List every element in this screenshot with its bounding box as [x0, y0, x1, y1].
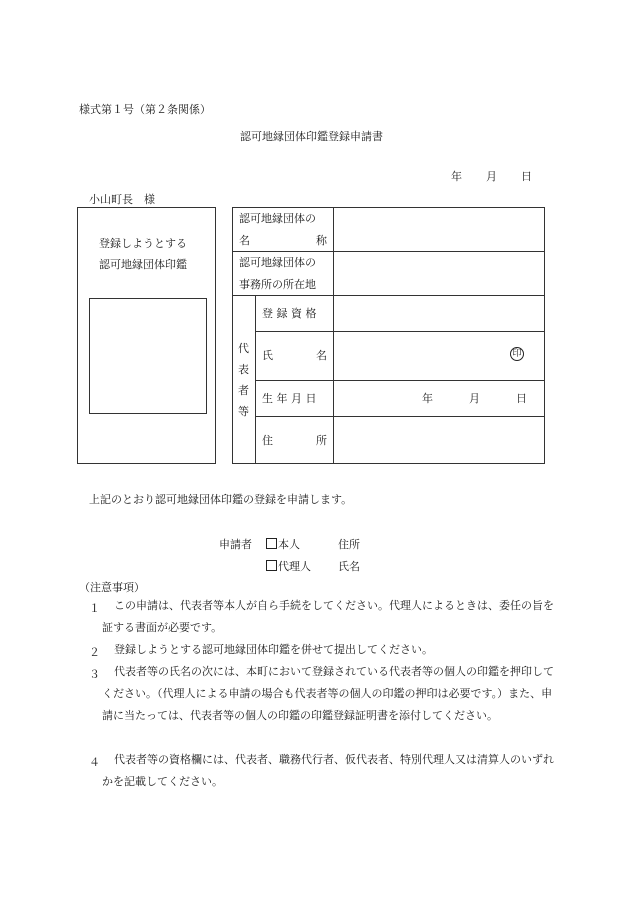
office-address-label-line2: 事務所の所在地: [239, 278, 316, 291]
form-title: 認可地縁団体印鑑登録申請書: [240, 130, 383, 143]
note-1-text: この申請は、代表者等本人が自ら手続をしてください。代理人によるときは、委任の旨を証する書面が必要です。: [102, 599, 554, 634]
applicant-address-label: 住所: [338, 538, 360, 551]
applicant-label: 申請者: [219, 538, 252, 551]
office-address-label-line1: 認可地縁団体の: [239, 256, 316, 269]
rep-address-field[interactable]: [336, 419, 542, 461]
birth-year-label: 年: [422, 392, 433, 405]
birth-month-label: 月: [469, 392, 480, 405]
applicant-option-proxy[interactable]: 代理人: [266, 558, 311, 574]
date-year-label: 年: [451, 170, 462, 183]
application-statement: 上記のとおり認可地縁団体印鑑の登録を申請します。: [89, 493, 353, 506]
representative-char-2: 表: [238, 363, 249, 376]
office-address-field[interactable]: [336, 254, 542, 293]
form-number: 様式第１号（第２条関係）: [79, 103, 211, 116]
seal-box-label-line2: 認可地縁団体印鑑: [99, 258, 187, 271]
representative-char-3: 者: [238, 384, 249, 397]
note-4-text: 代表者等の資格欄には、代表者、職務代行者、仮代表者、特別代理人又は清算人のいずれかを記載してください。: [102, 753, 554, 788]
rep-address-label-a: 住: [262, 434, 273, 447]
note-3-number: ３: [89, 668, 100, 681]
seal-impression-area[interactable]: [89, 298, 207, 414]
proxy-checkbox[interactable]: [266, 560, 277, 571]
rep-name-field[interactable]: [336, 334, 496, 378]
qualification-label: 登 録 資 格: [262, 307, 317, 320]
birth-date-label: 生 年 月 日: [262, 392, 317, 405]
group-name-label-a: 名: [239, 234, 250, 247]
note-1-number: １: [89, 602, 100, 615]
representative-char-1: 代: [238, 342, 249, 355]
rep-name-label-b: 名: [316, 349, 327, 362]
note-3-text: 代表者等の氏名の次には、本町において登録されている代表者等の個人の印鑑を押印してください。（代理人による申請の場合も代表者等の個人の印鑑の押印は必要です。）また、申請に当たっては、代表者等の個人の印鑑の印鑑登録証明書を添付してください。: [102, 665, 554, 722]
applicant-name-label: 氏名: [338, 560, 360, 573]
group-name-field[interactable]: [336, 210, 542, 249]
note-4-number: ４: [89, 756, 100, 769]
date-day-label: 日: [521, 170, 532, 183]
self-checkbox[interactable]: [266, 538, 277, 549]
note-2-text: 登録しようとする認可地縁団体印鑑を併せて提出してください。: [114, 643, 433, 656]
rep-name-label-a: 氏: [262, 349, 273, 362]
birth-date-field[interactable]: [336, 383, 542, 414]
birth-day-label: 日: [516, 392, 527, 405]
qualification-field[interactable]: [336, 298, 542, 329]
group-name-label-line1: 認可地縁団体の: [239, 212, 316, 225]
seal-box-label-line1: 登録しようとする: [99, 237, 187, 250]
group-name-label-b: 称: [316, 234, 327, 247]
representative-char-4: 等: [238, 405, 249, 418]
note-2-number: ２: [89, 646, 100, 659]
seal-mark-icon: 印: [510, 347, 524, 361]
notes-heading: （注意事項）: [79, 581, 145, 594]
applicant-option-self[interactable]: 本人: [266, 536, 300, 552]
addressee: 小山町長 様: [89, 193, 155, 206]
rep-address-label-b: 所: [316, 434, 327, 447]
date-month-label: 月: [486, 170, 497, 183]
